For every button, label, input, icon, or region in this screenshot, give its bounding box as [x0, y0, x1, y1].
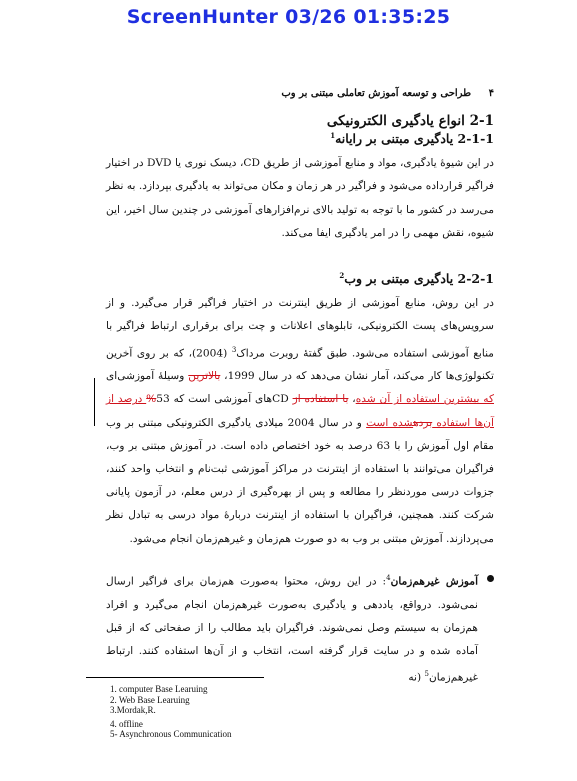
bullet-tail: (نه: [408, 671, 425, 684]
bullet-dot-icon: [487, 575, 494, 582]
inserted-text-1: که بیشترین استفاده از آن شده: [355, 393, 494, 406]
paragraph-wbl: [106, 292, 494, 551]
footnote-3: 3.Mordak,R.: [110, 705, 156, 715]
revision-change-bar: [94, 378, 95, 426]
p-part-6: و در سال 2004 میلادی یادگیری الکترونیکی مبتنی بر وب مقام اول آموزش را با 63 درصد به خود اختصاص داده است. در آموزش مبتنی بر وب، فراگیران می‌توانند با استفاده از اینترنت در مراکز آموزشی ثبت‌نام و انتخاب واحد کنند، جزوات درسی موردنظر را مطالعه و پس از بهره‌گیری از درس معلم، در آزمون پایانی شرکت کنند. همچنین، فراگیران با استفاده از اینترنت دربارهٔ مواد درسی به تبادل نظر می‌پردازند. آموزش مبتنی بر وب به دو صورت هم‌زمان و غیرهم‌زمان انجام می‌شود.: [106, 416, 494, 545]
paragraph-cbl: در این شیوهٔ یادگیری، مواد و منابع آموزشی از طریق CD، دیسک نوری یا DVD در اختیار فراگیر قرارداده می‌شود و فراگیر در هر زمان و مکان می‌تواند به یادگیری بپردازد. به نظر می‌رسد در کشور ما با توجه به تولید بالای نرم‌افزارهای آموزشی در چندین سال اخیر، این شیوه، نقش مهمی را در امر یادگیری ایفا می‌کند.: [106, 157, 494, 239]
note-ref-4: 4: [386, 573, 391, 582]
subsection-heading-2-text: 2-2-1 یادگیری مبتنی بر وب: [344, 271, 494, 287]
footnote-1: 1. computer Base Learuing: [110, 684, 208, 694]
page-number: ۴: [488, 88, 494, 99]
deleted-text-4: برده: [413, 416, 433, 429]
p-part-5: CDهای آموزشی است که: [169, 393, 293, 406]
p-part-1: در این روش، منابع آموزشی از طریق اینترنت در اختیار فراگیر قرار می‌گیرد. و از سرویس‌های پست الکترونیکی، تابلوهای اعلانات و چت برای برقراری ارتباط فراگیر با منابع آموزشی استفاده می‌شود. طبق گفتهٔ روبرت مرداک: [106, 297, 494, 360]
running-head-title: طراحی و توسعه آموزش تعاملی مبتنی بر وب: [281, 88, 472, 99]
footnote-2: 2. Web Base Learuing: [110, 694, 190, 705]
inserted-text-2: درصد از آن‌ها استفاده: [106, 393, 494, 429]
note-ref-3: 3: [231, 345, 237, 354]
note-ref-2: 2: [339, 270, 345, 280]
bullet-asynchronous: [106, 567, 494, 690]
note-ref-5: 5: [424, 670, 429, 679]
footnote-5: 5- Asynchronous Communication: [110, 729, 232, 739]
subsection-heading-2: [106, 271, 494, 286]
subsection-heading-1: [106, 131, 494, 146]
deleted-text-2: با استفاده از: [292, 393, 349, 406]
bullet-title: آموزش غیرهم‌زمان: [390, 575, 479, 588]
document-page: [106, 88, 494, 690]
bullet-text: : در این روش، محتوا به‌صورت هم‌زمان برای فراگیر ارسال نمی‌شود. درواقع، یاددهی و یادگیری به‌صورت غیرهم‌زمان انجام می‌گیرد و افراد هم‌زمان به سیستم وصل نمی‌شوند. فراگیران باید مطالب را از صفحاتی که از قبل آماده شده و در سایت قرار گرفته است، انتخاب و از آن‌ها استفاده کنند. ارتباط غیرهم‌زمان: [106, 575, 478, 684]
subsection-heading-1-text: 2-1-1 یادگیری مبتنی بر رایانه: [335, 131, 494, 147]
footnote-4: 4. offline: [110, 718, 143, 729]
running-head: [106, 88, 494, 99]
p-part-3: وسیلهٔ آموزشی‌ای: [106, 370, 189, 383]
note-ref-1: 1: [330, 131, 336, 140]
footnote-rule: [86, 677, 264, 678]
p-part-4: ،: [348, 393, 356, 406]
deleted-text-3: %: [146, 393, 157, 406]
footnotes: [110, 684, 410, 740]
deleted-text-1: بالاترین: [188, 370, 221, 383]
section-heading: 2-1 انواع یادگیری الکترونیکی: [326, 113, 494, 129]
inserted-text-3: شده است: [366, 416, 414, 429]
value-53: 53: [156, 393, 170, 406]
p-part-2: (2004)، که بر روی آخرین تکنولوژی‌ها کار می‌کند، آمار نشان می‌دهد که در سال 1999،: [106, 347, 494, 383]
screenhunter-watermark: ScreenHunter 03/26 01:35:25: [126, 6, 451, 28]
